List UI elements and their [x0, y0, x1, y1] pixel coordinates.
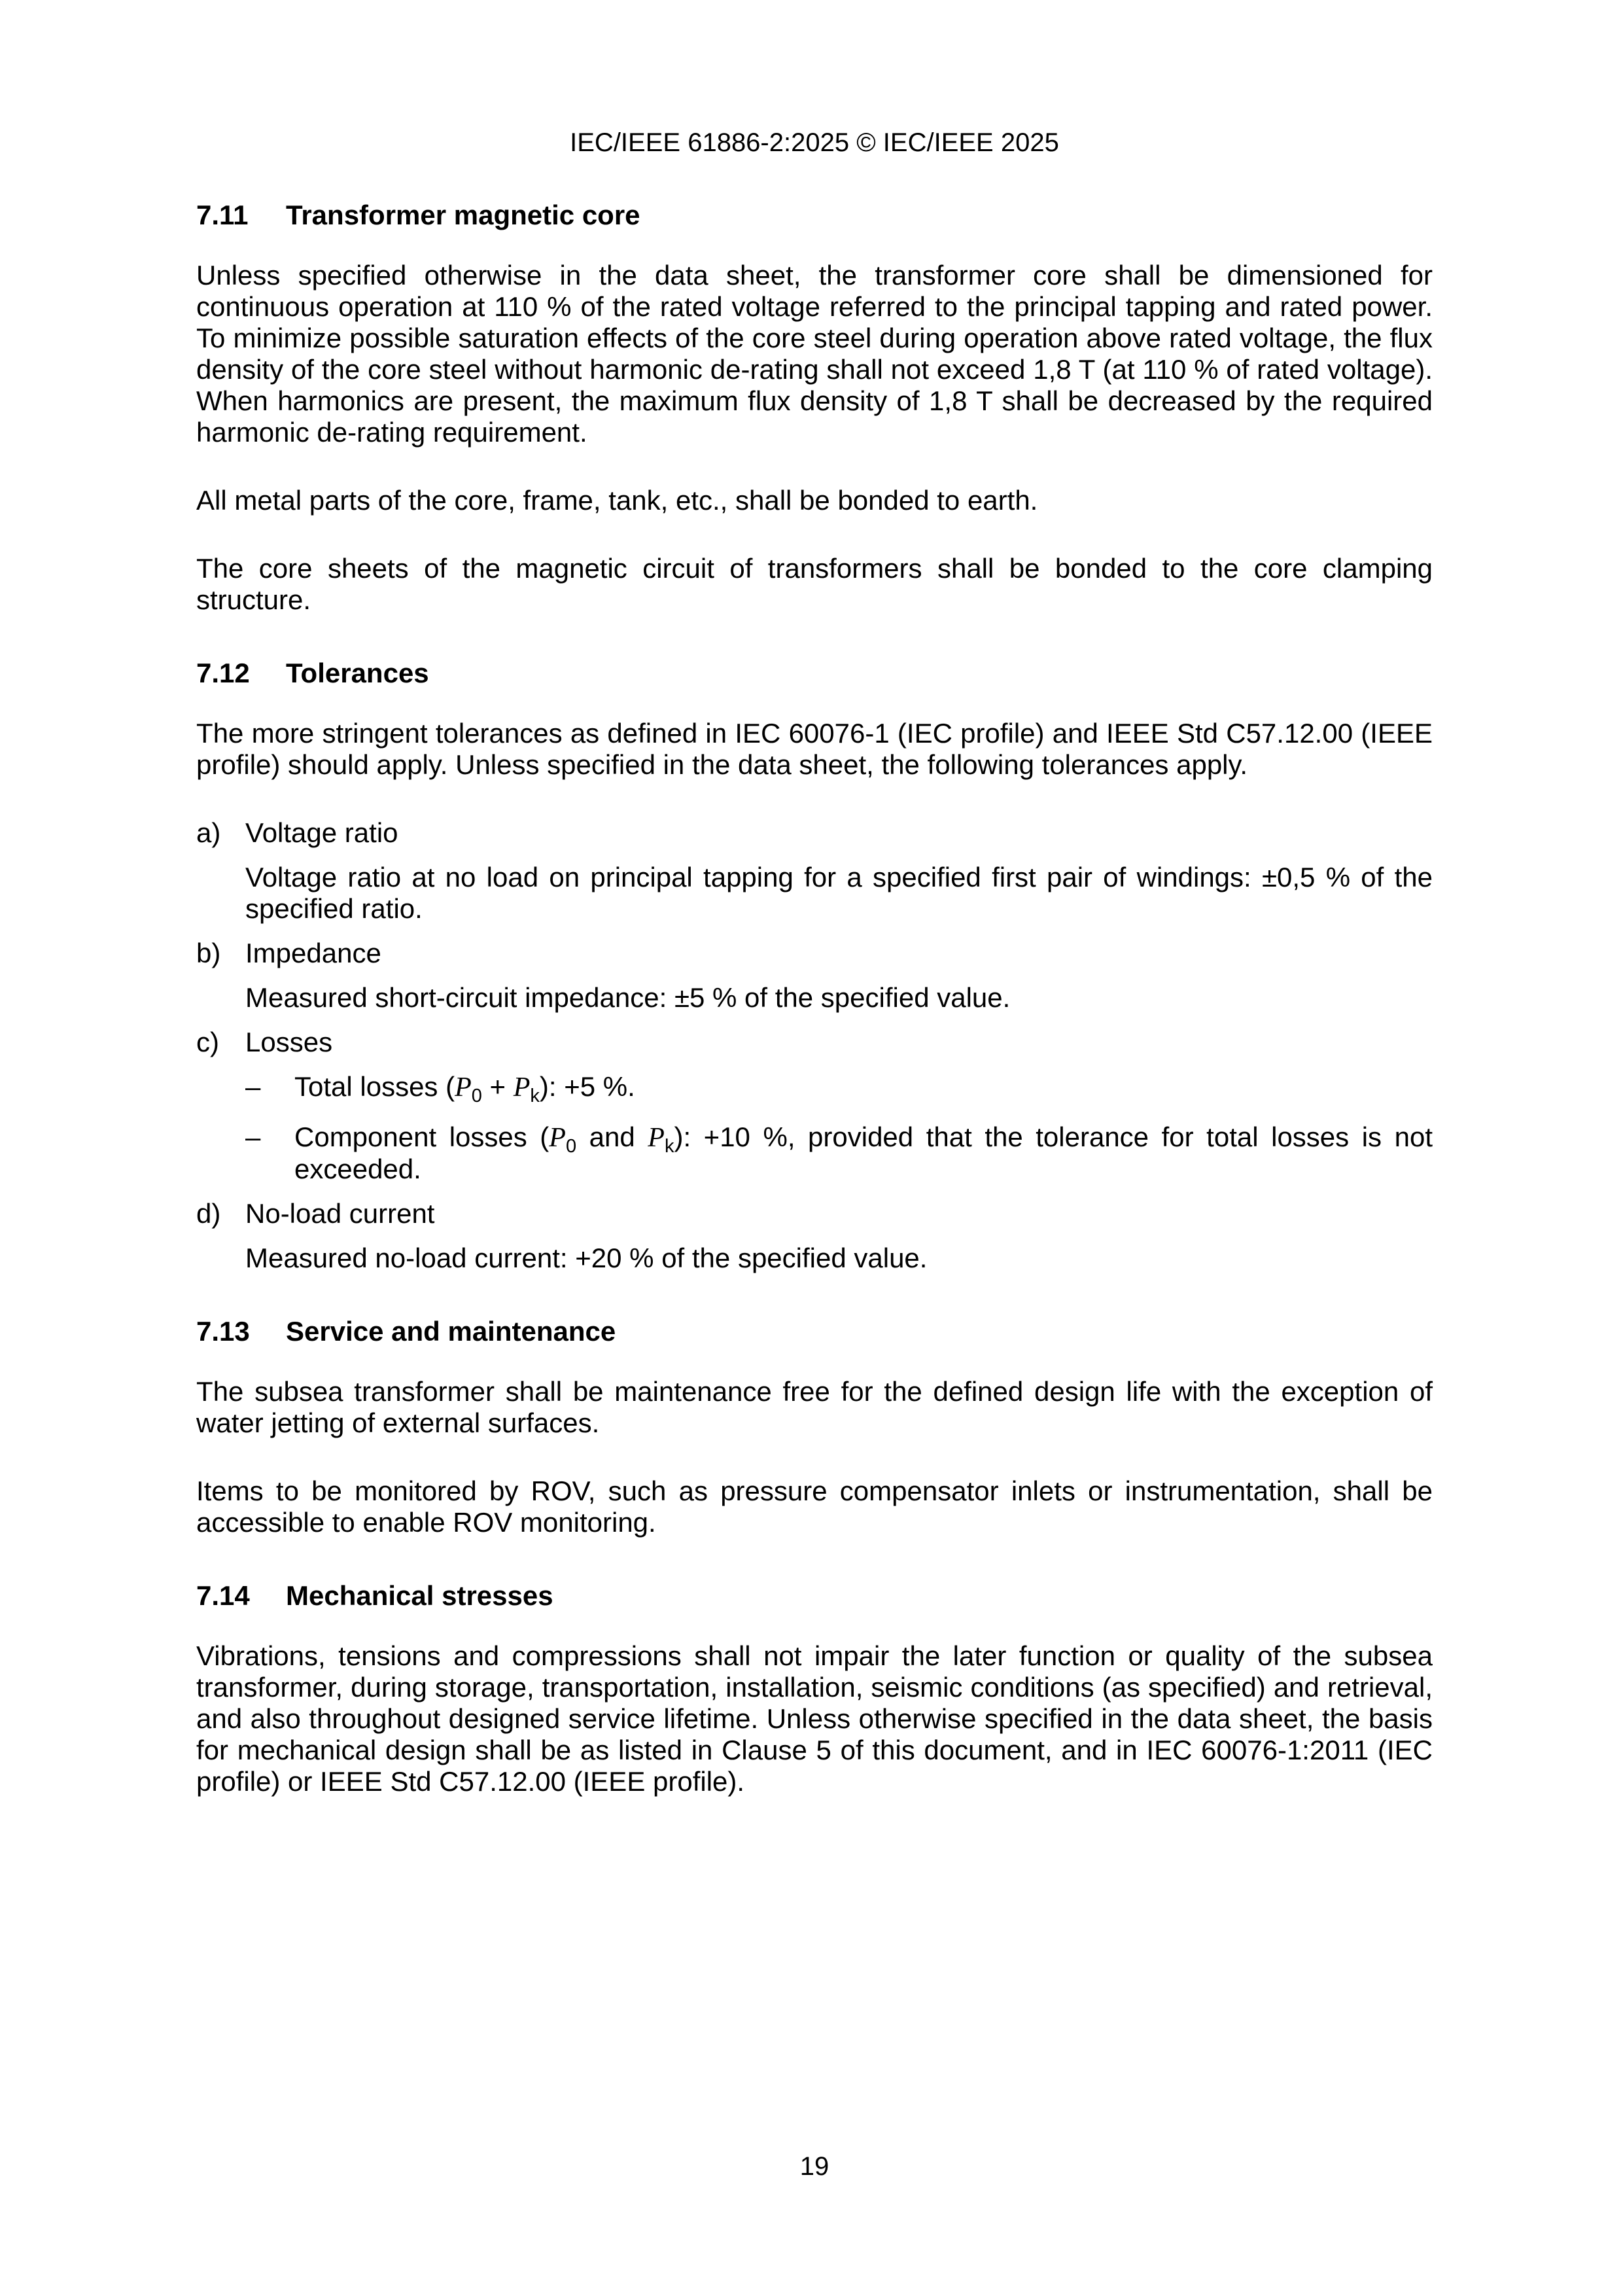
list-item-body: Measured no-load current: +20 % of the specified value.	[245, 1243, 928, 1273]
section-title: Tolerances	[286, 658, 429, 688]
running-header: IEC/IEEE 61886-2:2025 © IEC/IEEE 2025	[570, 128, 1059, 157]
list-item-title: Impedance	[245, 938, 381, 968]
subscript: k	[664, 1136, 674, 1157]
section-number: 7.14	[196, 1580, 250, 1611]
dash-bullet: –	[245, 1071, 261, 1102]
dash-item-text: +	[481, 1071, 514, 1102]
paragraph: Items to be monitored by ROV, such as pressure compensator inlets or instrumentation, shall be accessible to enable ROV monitoring.	[196, 1475, 1433, 1538]
paragraph: The more stringent tolerances as defined in IEC 60076-1 (IEC profile) and IEEE Std C57.12.00 (IEEE profile) should apply. Unless specified in the data sheet, the following tolerances apply.	[196, 718, 1433, 780]
list-item-title: No-load current	[245, 1198, 435, 1229]
list-item-label: d)	[196, 1198, 221, 1229]
section-heading-7-11	[196, 200, 1433, 231]
list-item-heading	[196, 817, 1433, 849]
dash-item-component-losses	[196, 1122, 1433, 1185]
section-title: Mechanical stresses	[286, 1580, 553, 1611]
list-item-heading	[196, 1027, 1433, 1058]
page-number: 19	[799, 2152, 829, 2181]
paragraph: Unless specified otherwise in the data sheet, the transformer core shall be dimensioned for continuous operation at 110 % of the rated voltage referred to the principal tapping and rated power. To minimize possible saturation effects of the core steel during operation above rated voltage, the flux density of the core steel without harmonic de-rating shall not exceed 1,8 T (at 110 % of rated voltage). When harmonics are present, the maximum flux density of 1,8 T shall be decreased by the required harmonic de-rating requirement.	[196, 260, 1433, 448]
dash-item-total-losses	[196, 1071, 1433, 1106]
subscript: k	[530, 1086, 540, 1106]
dash-item-text: ): +5 %.	[539, 1071, 635, 1102]
section-number: 7.12	[196, 658, 250, 688]
section-number: 7.13	[196, 1316, 250, 1347]
list-item-label: a)	[196, 817, 221, 848]
dash-bullet: –	[245, 1122, 261, 1152]
section-heading-7-14	[196, 1580, 1433, 1612]
section-title: Transformer magnetic core	[286, 200, 640, 230]
dash-item-text: ): +10 %, provided that the tolerance for total losses is not exceeded.	[294, 1122, 1433, 1184]
paragraph: All metal parts of the core, frame, tank, etc., shall be bonded to earth.	[196, 485, 1038, 516]
list-item-label: c)	[196, 1027, 219, 1057]
section-heading-7-13	[196, 1316, 1433, 1347]
variable-p: P	[648, 1123, 665, 1153]
dash-item-text: Component losses (	[294, 1122, 550, 1152]
page-content	[196, 128, 1433, 1834]
paragraph: The core sheets of the magnetic circuit of transformers shall be bonded to the core clamping structure.	[196, 553, 1433, 615]
list-item-d	[196, 1198, 1433, 1274]
list-item-b	[196, 938, 1433, 1014]
variable-p: P	[455, 1072, 472, 1103]
dash-item-text: Total losses (	[294, 1071, 455, 1102]
variable-p: P	[513, 1072, 531, 1103]
paragraph: Vibrations, tensions and compressions shall not impair the later function or quality of the subsea transformer, during storage, transportation, installation, seismic conditions (as specified) and retrieval, and also throughout designed service lifetime. Unless otherwise specified in the data sheet, the basis for mechanical design shall be as listed in Clause 5 of this document, and in IEC 60076-1:2011 (IEC profile) or IEEE Std C57.12.00 (IEEE profile).	[196, 1640, 1433, 1797]
subscript: 0	[565, 1136, 577, 1157]
list-item-c	[196, 1027, 1433, 1185]
paragraph: The subsea transformer shall be maintenance free for the defined design life with the exception of water jetting of external surfaces.	[196, 1376, 1433, 1438]
list-item-title: Losses	[245, 1027, 333, 1057]
list-item-heading	[196, 1198, 1433, 1229]
dash-item-text: and	[576, 1122, 648, 1152]
section-number: 7.11	[196, 200, 249, 230]
list-item-body: Voltage ratio at no load on principal tapping for a specified first pair of windings: ±0,5 % of the specified ratio.	[245, 862, 1433, 924]
list-item-body: Measured short-circuit impedance: ±5 % of the specified value.	[245, 982, 1011, 1013]
list-item-a	[196, 817, 1433, 925]
subscript: 0	[471, 1086, 482, 1106]
list-item-title: Voltage ratio	[245, 817, 398, 848]
variable-p: P	[549, 1123, 566, 1153]
section-heading-7-12	[196, 658, 1433, 689]
list-item-label: b)	[196, 938, 221, 968]
section-title: Service and maintenance	[286, 1316, 616, 1347]
list-item-heading	[196, 938, 1433, 969]
